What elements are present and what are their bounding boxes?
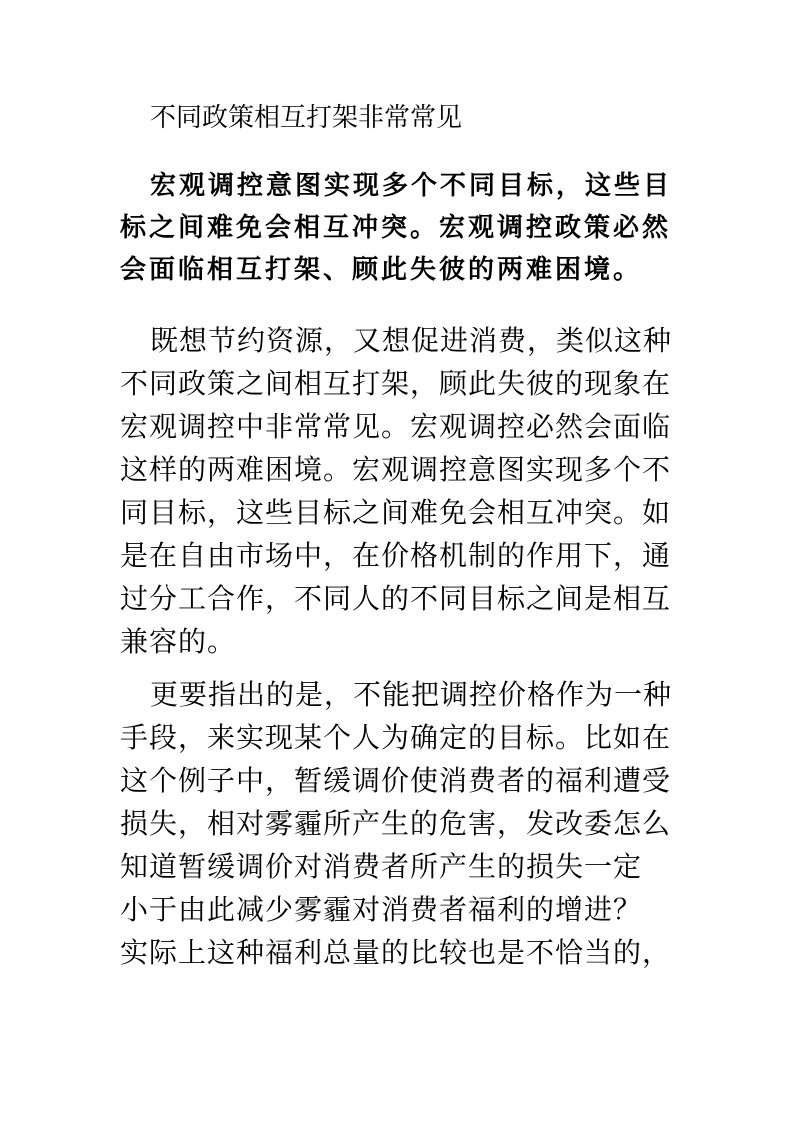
paragraph-2-line: 宏观调控中非常常见。宏观调控必然会面临 — [120, 410, 672, 443]
paragraph-3-line: 实际上这种福利总量的比较也是不恰当的， — [120, 936, 672, 969]
paragraph-3-line: 损失，相对雾霾所产生的危害，发改委怎么 — [120, 807, 672, 840]
paragraph-3-line: 这个例子中，暂缓调价使消费者的福利遭受 — [120, 764, 672, 797]
paragraph-2-line: 既想节约资源，又想促进消费，类似这种 — [150, 324, 673, 357]
paragraph-1-line: 宏观调控意图实现多个不同目标，这些目 — [150, 171, 673, 201]
paragraph-1-line: 会面临相互打架、顾此失彼的两难困境。 — [120, 255, 643, 285]
paragraph-3-line: 知道暂缓调价对消费者所产生的损失一定 — [120, 850, 643, 883]
paragraph-2-line: 这样的两难困境。宏观调控意图实现多个不 — [120, 453, 672, 486]
paragraph-3-line: 手段，来实现某个人为确定的目标。比如在 — [120, 721, 672, 754]
paragraph-2-line: 同目标，这些目标之间难免会相互冲突。如 — [120, 496, 672, 529]
paragraph-2-line: 是在自由市场中，在价格机制的作用下，通 — [120, 539, 672, 572]
section-heading: 不同政策相互打架非常常见 — [150, 103, 463, 133]
paragraph-3-line: 小于由此减少雾霾对消费者福利的增进？ — [120, 893, 643, 926]
paragraph-3-line: 更要指出的是，不能把调控价格作为一种 — [150, 678, 673, 711]
paragraph-2-line: 过分工合作，不同人的不同目标之间是相互 — [120, 582, 672, 615]
paragraph-2-line: 不同政策之间相互打架，顾此失彼的现象在 — [120, 367, 672, 400]
paragraph-2-line: 兼容的。 — [120, 625, 237, 658]
paragraph-1-line: 标之间难免会相互冲突。宏观调控政策必然 — [120, 213, 672, 243]
